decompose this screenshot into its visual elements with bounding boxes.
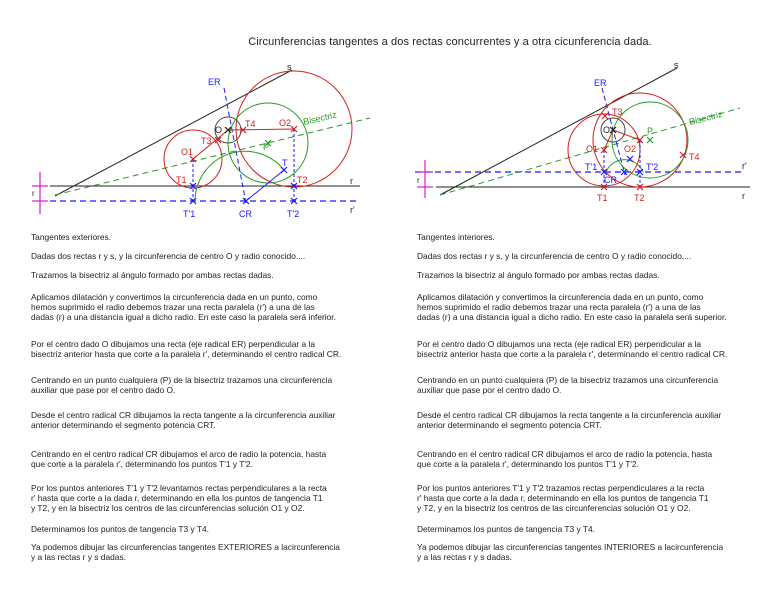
right-paragraph: Centrando en el centro radical CR dibujamos el arco de radio la potencia, hasta que corte a la paralela r', determinando los puntos T'1 y T'2. [417,449,713,469]
label-r-prime: r' [350,205,355,215]
label-er: ER [594,78,607,88]
right-paragraph: Centrando en un punto cualquiera (P) de la bisectriz trazamos una circunferencia auxiliar que pase por el centro dado O. [417,375,719,395]
label-tp2: T'2 [287,209,300,219]
label-o2: O2 [624,144,637,154]
right-paragraph: Tangentes interiores. [417,232,495,242]
label-t4: T4 [689,152,700,162]
left-paragraph: Por el centro dado O dibujamos una recta (eje radical ER) perpendicular a la bisectriz anterior hasta que corte a la paralela r', determinando el centro radical CR. [31,339,342,359]
label-s: s [674,60,679,70]
right-paragraph: Desde el centro radical CR dibujamos la recta tangente a la circunferencia auxiliar anterior determinando el segmento potencia CRT. [417,410,722,430]
o-to-o2 [228,129,294,130]
power-arc [195,151,284,201]
left-paragraph: Aplicamos dilatación y convertimos la circunferencia dada en un punto, como hemos suprimido el radio debemos trazar una recta paralela (r') a una de las dadas (r) a una distancia igual a dicho radio. En este caso la paralela será inferior. [31,292,336,322]
label-er: ER [208,77,221,87]
label-bisectriz: Bisectriz [302,109,338,127]
label-t3: T3 [201,136,212,146]
line-s [55,70,292,196]
label-t1: T1 [176,175,187,185]
label-bisectriz: Bisectriz [688,109,724,127]
label-r: r [350,176,353,186]
label-t4: T4 [245,119,256,129]
label-t2: T2 [297,175,308,185]
right-paragraph: Por el centro dado O dibujamos una recta (eje radical ER) perpendicular a la bisectriz anterior hasta que corte a la paralela r', determinando el centro radical CR. [417,339,728,359]
label-r: r [742,191,745,201]
label-o2: O2 [279,118,292,128]
label-tp1: T'1 [585,162,598,172]
label-o: O [603,125,611,135]
label-tp2: T'2 [646,162,659,172]
label-t1: T1 [597,193,608,203]
radius-mark-label: r [32,189,35,198]
right-paragraph: Aplicamos dilatación y convertimos la circunferencia dada en un punto, como hemos suprimido el radio debemos trazar una recta paralela (r') a una de las dadas (r) a una distancia igual a dicho radio. En este caso la paralela será superior. [417,292,727,322]
left-paragraph: Desde el centro radical CR dibujamos la recta tangente a la circunferencia auxiliar anterior determinando el segmento potencia CRT. [31,410,336,430]
bisectriz-line [55,118,370,195]
label-p: P [647,126,654,136]
right-paragraph: Determinamos los puntos de tangencia T3 y T4. [417,524,595,534]
left-paragraph: Por los puntos anteriores T'1 y T'2 levantamos rectas perpendiculares a la recta r' hasta que corte a la dada r, determinando en ella los puntos de tangencia T1 y T2, y en la bisectriz los centros de las circunferencias solución O1 y O2. [31,483,327,513]
right-construction-figure [384,55,768,230]
left-paragraph: Trazamos la bisectriz al ángulo formado por ambas rectas dadas. [31,270,274,280]
left-paragraph: Centrando en un punto cualquiera (P) de la bisectriz trazamos una circunferencia auxiliar que pase por el centro dado O. [31,375,333,395]
label-o: O [215,125,223,135]
radius-mark-label: r [417,176,420,185]
label-r-prime: r' [742,161,747,171]
label-tp1: T'1 [183,209,196,219]
label-cr: CR [604,175,617,185]
label-t: T [282,158,288,168]
left-paragraph: Centrando en el centro radical CR dibujamos el arco de radio la potencia, hasta que corte a la paralela r', determinando los puntos T'1 y T'2. [31,449,327,469]
o-to-o2 [613,130,640,140]
label-p: P [263,142,270,152]
label-o1: O1 [586,144,599,154]
label-cr: CR [239,209,252,219]
left-paragraph: Tangentes exteriores. [31,232,112,242]
left-paragraph: Ya podemos dibujar las circunferencias tangentes EXTERIORES a lacircunferencia y a las rectas r y s dadas. [31,542,340,562]
line-s [440,68,677,195]
right-paragraph: Dadas dos rectas r y s, y la circunferencia de centro O y radio conocido.... [417,251,692,261]
right-paragraph: Ya podemos dibujar las circunferencias tangentes INTERIORES a lacircunferencia y a las rectas r y s dadas. [417,542,724,562]
page-title: Circunferencias tangentes a dos rectas concurrentes y a otra cicunferencia dada. [248,36,652,48]
right-paragraph: Por los puntos anteriores T'1 y T'2 trazamos rectas perpendiculares a la recta r' hasta que corte a la dada r, determinando en ella los puntos de tangencia T1 y T2, y en la bisectriz los centros de las circunferencias solución O1 y O2. [417,483,709,513]
right-paragraph: Trazamos la bisectriz al ángulo formado por ambas rectas dadas. [417,270,660,280]
label-o1: O1 [181,147,194,157]
left-paragraph: Determinamos los puntos de tangencia T3 y T4. [31,524,209,534]
label-s: s [287,62,292,72]
label-t2: T2 [634,193,645,203]
label-t3: T3 [612,107,623,117]
left-paragraph: Dadas dos rectas r y s, y la circunferencia de centro O y radio conocido.... [31,251,306,261]
left-construction-figure [0,55,384,230]
